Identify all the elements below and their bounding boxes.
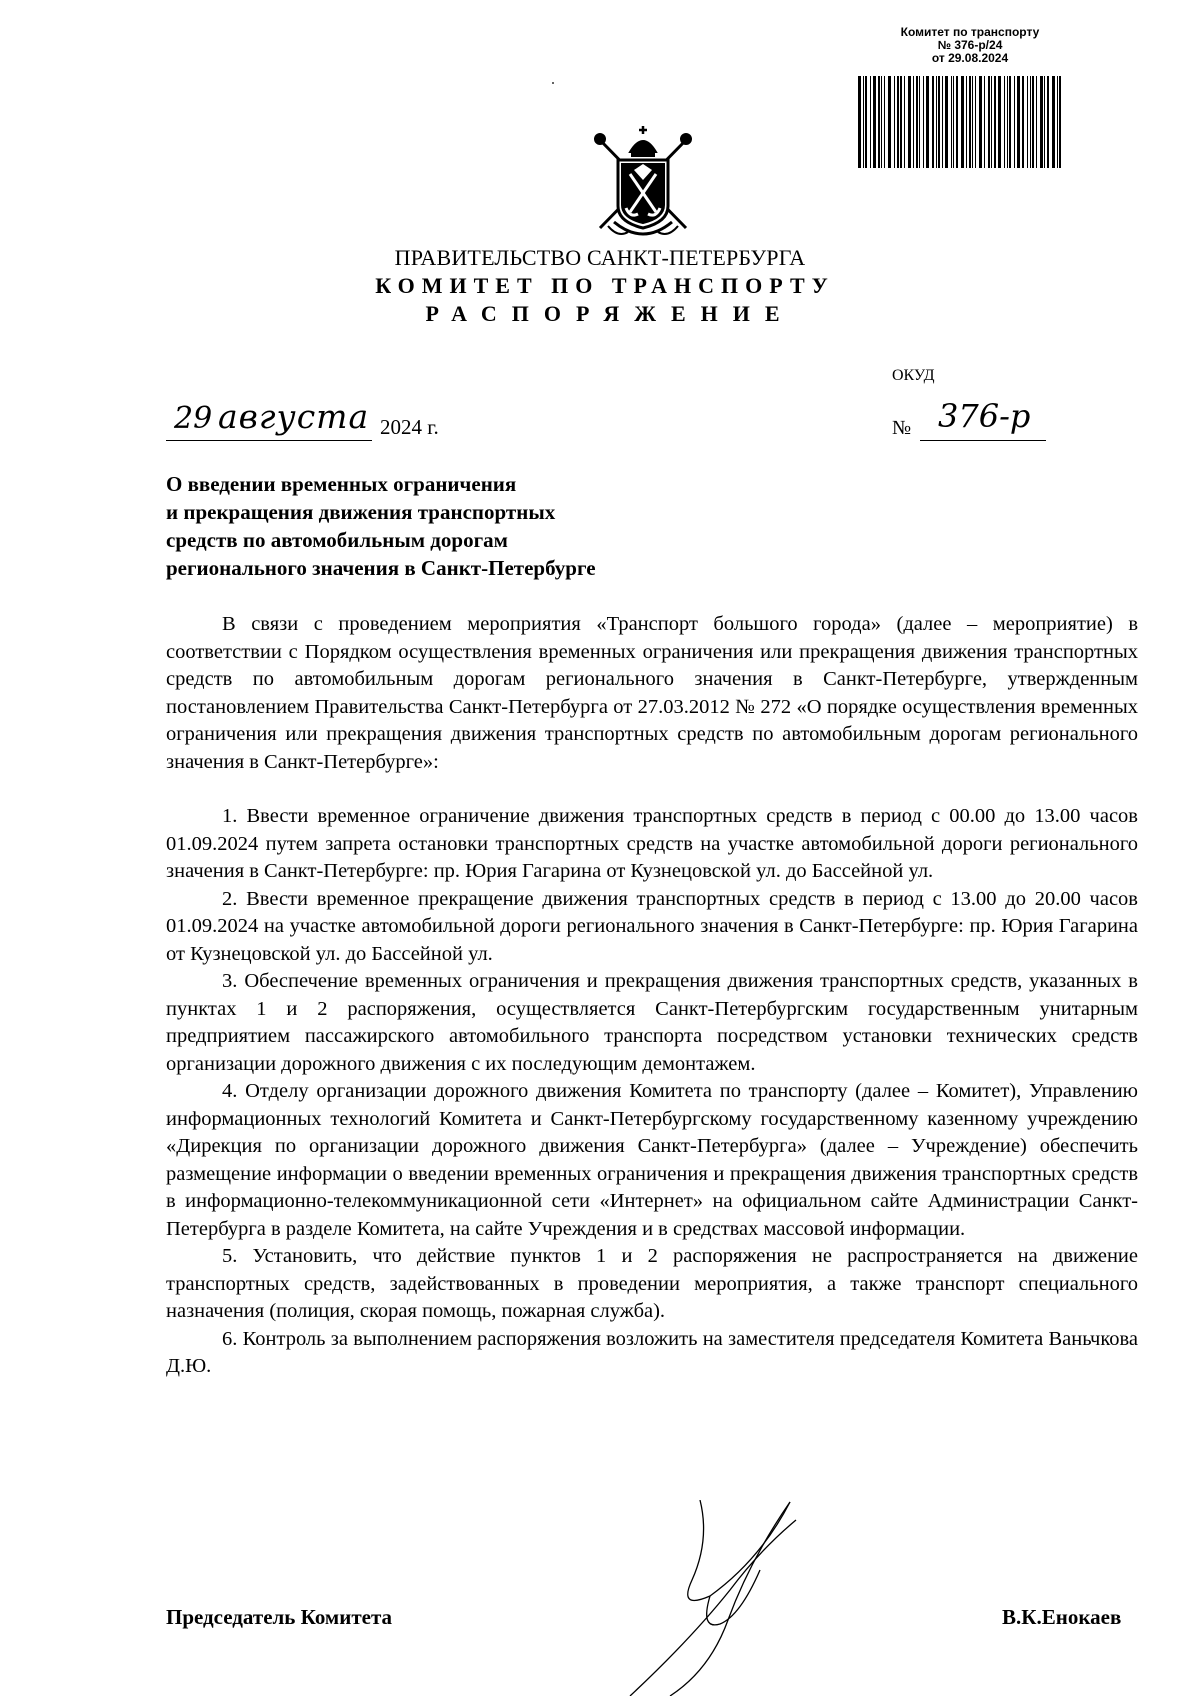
barcode-bar xyxy=(951,76,952,168)
barcode-bar xyxy=(1014,76,1015,168)
date-underline xyxy=(166,440,372,441)
clause-3: 3. Обеспечение временных ограничения и прекращения движения транспортных средств, указанных в пунктах 1 и 2 распоряжения, осуществляется Санкт-Петербургским государственным унитарным предприятием пассажирского автомобильного транспорта посредством установки технических средств организации дорожного движения с их последующим демонтажем. xyxy=(166,970,1138,1075)
document-type: РАСПОРЯЖЕНИЕ xyxy=(425,301,795,326)
barcode-bar xyxy=(984,76,985,168)
date-month-handwritten: августа xyxy=(218,397,370,436)
barcode-bar xyxy=(878,76,880,168)
barcode-bar xyxy=(904,76,905,168)
barcode-bar xyxy=(953,76,954,168)
title-line: О введении временных ограничения xyxy=(166,472,517,496)
handwritten-signature xyxy=(560,1500,860,1696)
clause-4: 4. Отделу организации дорожного движения Комитета по транспорту (далее – Комитет), Управлению информационных технологий Комитета и Санкт-Петербургскому государственному казенному учреждению «Дирекция по организации дорожного движения Санкт-Петербурга» (далее – Учреждение) обеспечить размещение информации о введении временных ограничения и прекращения движения транспортных средств в информационно-телекоммуникационной сети «Интернет» на официальном сайте Администрации Санкт-Петербурга в разделе Комитета, на сайте Учреждения и в средствах массовой информации. xyxy=(166,1080,1138,1240)
stamp-line: от 29.08.2024 xyxy=(931,51,1009,65)
title-line: средств по автомобильным дорогам xyxy=(166,528,508,552)
barcode-bar xyxy=(966,76,967,168)
barcode-bar xyxy=(884,76,885,168)
document-number xyxy=(892,397,1062,445)
barcode-bar xyxy=(1052,76,1055,168)
registration-stamp xyxy=(870,26,1070,65)
barcode-bar xyxy=(994,76,996,168)
clause-5: 5. Установить, что действие пунктов 1 и 2 распоряжения не распространяется на движение транспортных средств, задействованных в проведении мероприятия, а также транспорт специального назначения (полиция, скорая помощь, пожарная служба). xyxy=(166,1245,1138,1322)
number-sign: № xyxy=(892,417,912,439)
barcode-bar xyxy=(926,76,929,168)
barcode-bar xyxy=(881,76,882,168)
signatory-position: Председатель Комитета xyxy=(166,1605,393,1629)
number-value-handwritten: 376-р xyxy=(938,397,1031,435)
document-date xyxy=(166,397,466,445)
barcode-bar xyxy=(919,76,920,168)
barcode-bar xyxy=(1017,76,1020,168)
barcode-bar xyxy=(942,76,943,168)
clause-6: 6. Контроль за выполнением распоряжения возложить на заместителя председателя Комитета Ваньчкова Д.Ю. xyxy=(166,1327,1138,1377)
okud-label: ОКУД xyxy=(892,367,935,384)
barcode xyxy=(858,76,1064,168)
barcode-bar xyxy=(863,76,864,168)
barcode-bar xyxy=(923,76,924,168)
title-line: регионального значения в Санкт-Петербурге xyxy=(166,556,596,580)
barcode-bar xyxy=(991,76,992,168)
document-body xyxy=(166,611,1138,1381)
barcode-bar xyxy=(865,76,867,168)
barcode-bar xyxy=(1009,76,1011,168)
barcode-bar xyxy=(938,76,940,168)
coat-of-arms-emblem xyxy=(588,122,698,244)
barcode-bar xyxy=(913,76,914,168)
document-header xyxy=(0,244,1200,328)
barcode-bar xyxy=(1057,76,1058,168)
barcode-bar xyxy=(858,76,861,168)
date-year: 2024 г. xyxy=(380,415,439,439)
number-underline xyxy=(920,440,1046,441)
signatory-name: В.К.Енокаев xyxy=(1002,1605,1122,1629)
barcode-bar xyxy=(936,76,937,168)
barcode-bar xyxy=(1022,76,1024,168)
barcode-bar xyxy=(1059,76,1061,168)
stamp-line: Комитет по транспорту xyxy=(900,25,1040,39)
clause-1: 1. Ввести временное ограничение движения транспортных средств в период с 00.00 до 13.00 часов 01.09.2024 путем запрета остановки транспортных средств на участке автомобильной дороги регионального значения в Санкт-Петербурге: пр. Юрия Гагарина от Кузнецовской ул. до Бассейной ул. xyxy=(166,805,1138,882)
barcode-bar xyxy=(1007,76,1008,168)
barcode-bar xyxy=(961,76,964,168)
intro-paragraph: В связи с проведением мероприятия «Транспорт большого города» (далее – мероприятие) в соответствии с Порядком осуществления временных ограничения или прекращения движения транспортных средств по автомобильным дорогам регионального значения в Санкт-Петербурге, утвержденным постановлением Правительства Санкт-Петербурга от 27.03.2012 № 272 «О порядке осуществления временных ограничения или прекращения движения транспортных средств по автомобильным дорогам регионального значения в Санкт-Петербурге»: xyxy=(166,613,1138,773)
barcode-bar xyxy=(1040,76,1043,168)
barcode-bar xyxy=(979,76,982,168)
barcode-bar xyxy=(998,76,1001,168)
barcode-bar xyxy=(870,76,871,168)
barcode-bar xyxy=(1036,76,1037,168)
barcode-bar xyxy=(956,76,958,168)
barcode-bar xyxy=(1004,76,1005,168)
barcode-bar xyxy=(1032,76,1034,168)
barcode-bar xyxy=(972,76,973,168)
barcode-bar xyxy=(894,76,895,168)
date-day-handwritten: 29 xyxy=(174,401,213,436)
barcode-bar xyxy=(908,76,911,168)
barcode-bar xyxy=(900,76,902,168)
title-line: и прекращения движения транспортных xyxy=(166,500,556,524)
barcode-bar xyxy=(1030,76,1031,168)
barcode-bar xyxy=(945,76,948,168)
clause-2: 2. Ввести временное прекращение движения транспортных средств в период с 13.00 до 20.00 часов 01.09.2024 на участке автомобильной дороги регионального значения в Санкт-Петербурге: пр. Юрия Гагарина от Кузнецовской ул. до Бассейной ул. xyxy=(166,887,1138,965)
barcode-bar xyxy=(897,76,899,168)
stamp-line: № 376-р/24 xyxy=(937,38,1003,52)
scan-speck xyxy=(552,82,554,84)
barcode-bar xyxy=(916,76,918,168)
barcode-bar xyxy=(1044,76,1045,168)
barcode-bar xyxy=(969,76,971,168)
barcode-bar xyxy=(975,76,976,168)
document-title xyxy=(166,470,596,582)
committee-name: КОМИТЕТ ПО ТРАНСПОРТУ xyxy=(375,273,835,298)
barcode-bar xyxy=(1047,76,1049,168)
barcode-bar xyxy=(1027,76,1028,168)
barcode-bar xyxy=(932,76,934,168)
barcode-bar xyxy=(873,76,876,168)
barcode-bar xyxy=(888,76,891,168)
government-name: ПРАВИТЕЛЬСТВО САНКТ-ПЕТЕРБУРГА xyxy=(394,245,806,270)
barcode-bar xyxy=(988,76,990,168)
